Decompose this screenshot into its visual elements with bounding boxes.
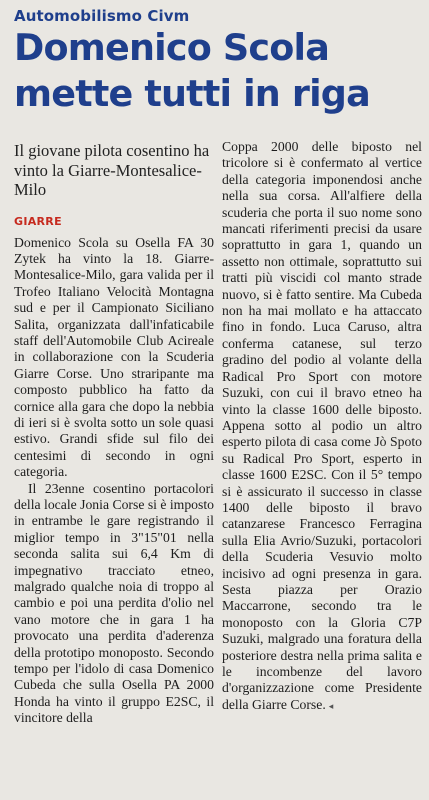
left-column bbox=[14, 139, 214, 727]
section-kicker: Automobilismo Civm bbox=[14, 7, 190, 25]
paragraph-2: Il 23enne cosentino portacolori della locale Jonia Corse si è imposto in entrambe le gare registrando il miglior tempo in 3"15"01 nella seconda salita sui 6,4 Km di impegnativo tracciato etneo, malgrado qualche noia di troppo al cambio e poi una perdita d'olio nel vano motore che in gara 1 ha provocato una perdita d'aderenza della prototipo monoposto. Secondo tempo per l'idolo di casa Domenico Cubeda che sulla Osella PA 2000 Honda ha vinto il gruppo E2SC, il vincitore della bbox=[14, 480, 214, 726]
dateline: GIARRE bbox=[14, 214, 62, 228]
end-of-article-icon: ◂ bbox=[328, 700, 334, 711]
paragraph-3 bbox=[222, 139, 422, 714]
article-columns bbox=[14, 139, 422, 789]
headline-line-1: Domenico Scola bbox=[14, 26, 330, 69]
article-subhead: Il giovane pilota cosentino ha vinto la Giarre-Montesalice-Milo bbox=[14, 141, 210, 199]
paragraph-3-text: Coppa 2000 delle biposto nel tricolore si è confermato al vertice della categoria imponendosi anche nella sua corsa. All'alfiere della scuderia che porta il suo nome sono mancati riferimenti precisi da usare soprattutto in gara 1, quando un assetto non ottimale, soprattutto sui tratti più viscidi col manto strade nuovo, si è fatto sentire. Ma Cubeda non ha mai mollato e ha attaccato fino in fondo. Luca Caruso, altra conferma catanese, sul terzo gradino del podio al volante della Radical Pro Sport con motore Suzuki, con cui il bravo etneo ha vinto la classe 1600 delle biposto. Appena sotto al podio un altro esperto pilota di casa come Jò Spoto su Radical Pro Sport, esperto in classe 1600 E2SC. Con il 5° tempo si è assicurato il successo in classe 1400 delle biposto il bravo catanzarese Francesco Ferragina sulla Elia Avrio/Suzuki, portacolori della Scuderia Vesuvio molto incisivo ad ogni presenza in gara. Sesta piazza per Orazio Maccarrone, secondo tra le monoposto con la Gloria C7P Suzuki, malgrado una foratura della posteriore destra nella prima salita e le incombenze del lavoro d'organizzazione come Presidente della Giarre Corse. bbox=[222, 139, 422, 712]
right-column bbox=[222, 139, 422, 714]
headline-line-2: mette tutti in riga bbox=[14, 72, 370, 115]
paragraph-1: Domenico Scola su Osella FA 30 Zytek ha vinto la 18. Giarre-Montesalice-Milo, gara valida per il Trofeo Italiano Velocità Montagna sud e per il Campionato Siciliano Salita, organizzata dall'infaticabile staff dell'Automobile Club Acireale in collaborazione con la Scuderia Giarre Corse. Uno straripante ma composto pubblico ha fatto da cornice alla gara che dopo la nebbia di ieri si è svolta sotto un sole quasi estivo. Grandi sfide sul filo dei centesimi di secondo in ogni categoria. bbox=[14, 234, 214, 480]
